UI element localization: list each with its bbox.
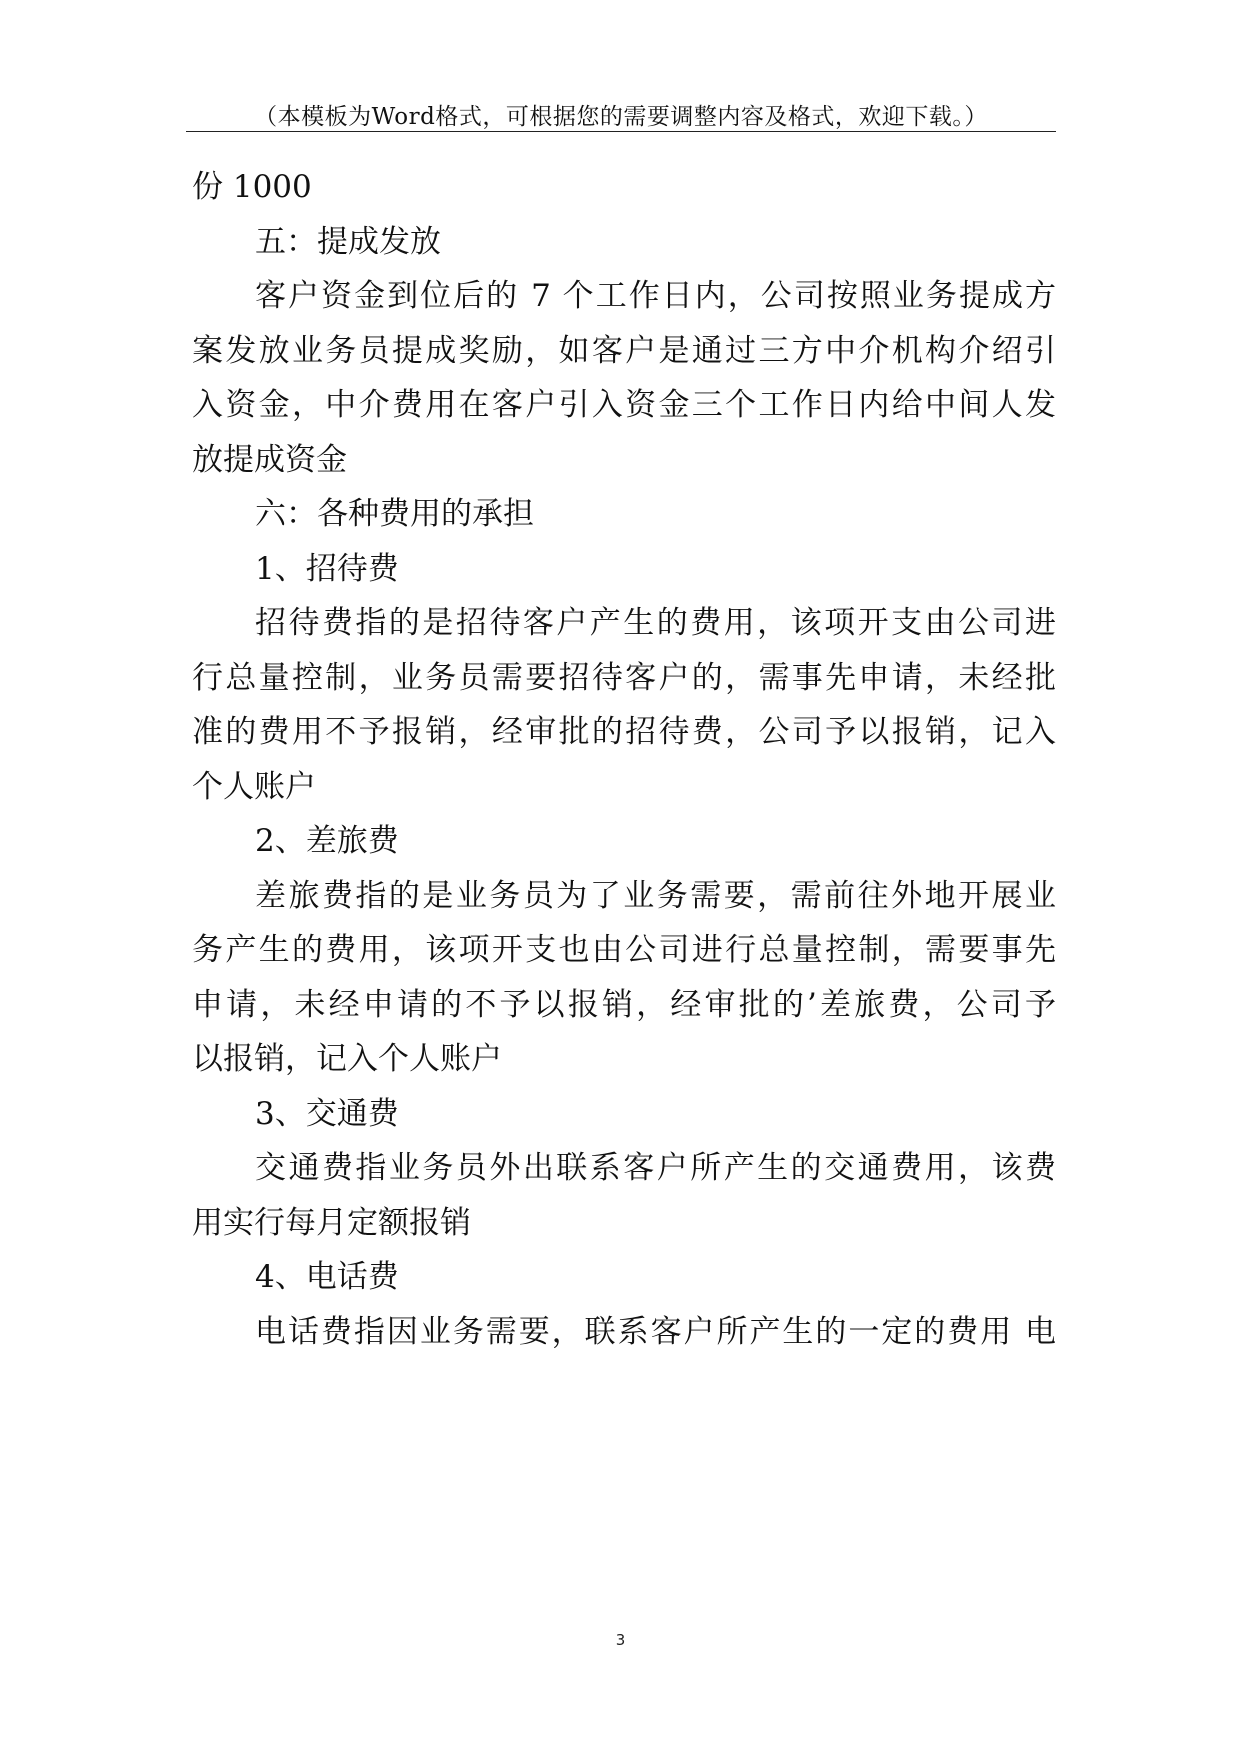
- subsection-heading: 3、交通费: [255, 1095, 399, 1132]
- text-line: 份 1000: [192, 169, 312, 205]
- subsection-heading: 1、招待费: [255, 550, 399, 587]
- text-line: 用实行每月定额报销: [192, 1204, 471, 1241]
- text-line: 客户资金到位后的 7 个工作日内，公司按照业务提成方: [255, 278, 1056, 314]
- page-number: 3: [615, 1631, 626, 1649]
- text-line: 电话费指因业务需要，联系客户所产生的一定的费用 电: [255, 1313, 1056, 1350]
- text-line: 申请，未经申请的不予以报销，经审批的’差旅费，公司予: [192, 986, 1056, 1023]
- text-line: 以报销，记入个人账户: [192, 1041, 502, 1077]
- text-line: 行总量控制，业务员需要招待客户的，需事先申请，未经批: [192, 659, 1056, 696]
- header-note: （本模板为Word格式，可根据您的需要调整内容及格式，欢迎下载。）: [254, 104, 988, 130]
- subsection-heading: 4、电话费: [255, 1259, 399, 1295]
- body-text: [192, 160, 1056, 1359]
- text-line: 差旅费指的是业务员为了业务需要，需前往外地开展业: [255, 877, 1056, 914]
- text-line: 个人账户: [192, 768, 316, 805]
- text-line: 准的费用不予报销，经审批的招待费，公司予以报销，记入: [192, 714, 1056, 750]
- text-line: 招待费指的是招待客户产生的费用，该项开支由公司进: [255, 605, 1056, 641]
- subsection-heading: 2、差旅费: [255, 823, 399, 859]
- text-line: 案发放业务员提成奖励，如客户是通过三方中介机构介绍引: [192, 332, 1056, 369]
- text-line: 交通费指业务员外出联系客户所产生的交通费用，该费: [255, 1150, 1056, 1186]
- header-divider: [186, 131, 1056, 132]
- text-line: 务产生的费用，该项开支也由公司进行总量控制，需要事先: [192, 932, 1056, 968]
- text-line: 放提成资金: [192, 441, 347, 478]
- section-heading: 六：各种费用的承担: [255, 496, 534, 532]
- section-heading: 五：提成发放: [255, 223, 441, 260]
- text-line: 入资金，中介费用在客户引入资金三个工作日内给中间人发: [192, 387, 1056, 423]
